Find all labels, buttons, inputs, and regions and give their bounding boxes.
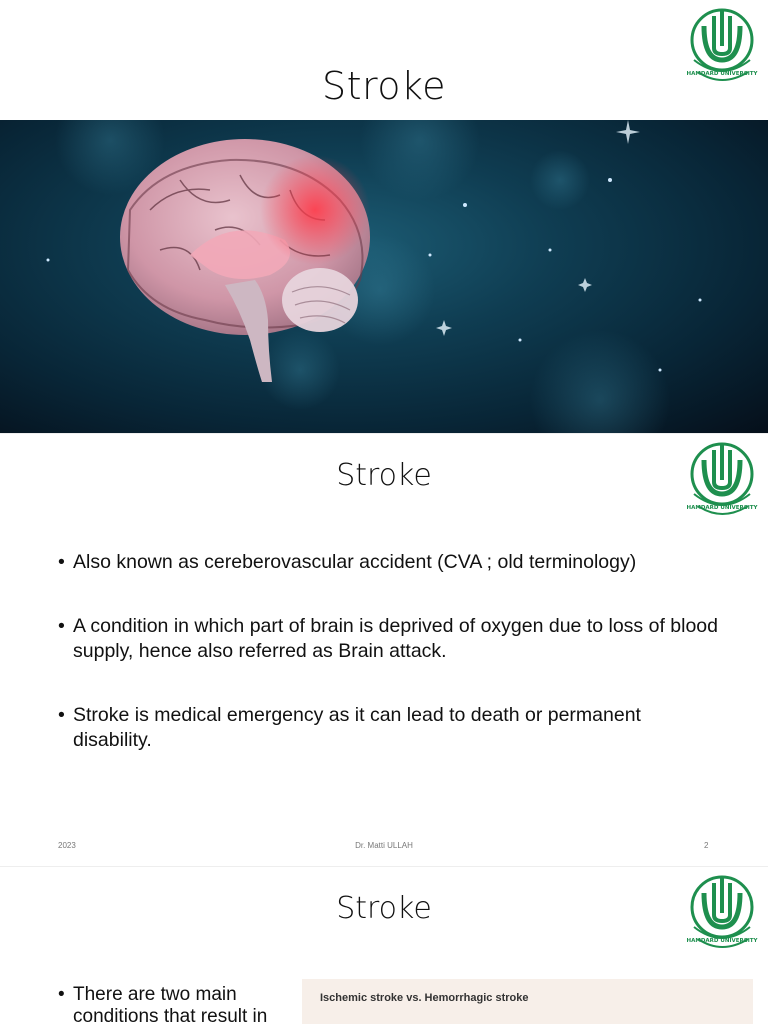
- hamdard-university-logo-icon: [680, 2, 764, 86]
- footer-page-number: 2: [704, 841, 709, 850]
- bullet-list: [58, 984, 283, 1024]
- comparison-table: [302, 979, 753, 1024]
- slide-1: [0, 0, 768, 433]
- bullet-item: • There are two main conditions that result in: [58, 984, 283, 1024]
- bullet-item: • Stroke is medical emergency as it can lead to death or permanent disability.: [58, 703, 718, 753]
- footer-date: 2023: [58, 841, 76, 850]
- slide-title: Stroke: [336, 891, 432, 926]
- slide-3: [0, 866, 768, 1024]
- bullet-list: [58, 550, 718, 792]
- bullet-item: • A condition in which part of brain is deprived of oxygen due to loss of blood supply, hence also referred as Brain attack.: [58, 614, 718, 664]
- footer-author: Dr. Matti ULLAH: [355, 841, 413, 850]
- table-heading: Ischemic stroke vs. Hemorrhagic stroke: [320, 992, 529, 1004]
- slide-title: Stroke: [321, 64, 447, 108]
- hamdard-university-logo-icon: [680, 869, 764, 953]
- slide-2: [0, 433, 768, 866]
- brain-illustration-icon: [0, 120, 768, 433]
- bullet-item: • Also known as cereberovascular accident (CVA ; old terminology): [58, 550, 718, 575]
- brain-hero-image: [0, 120, 768, 433]
- hamdard-university-logo-icon: [680, 436, 764, 520]
- slide-title: Stroke: [336, 458, 432, 493]
